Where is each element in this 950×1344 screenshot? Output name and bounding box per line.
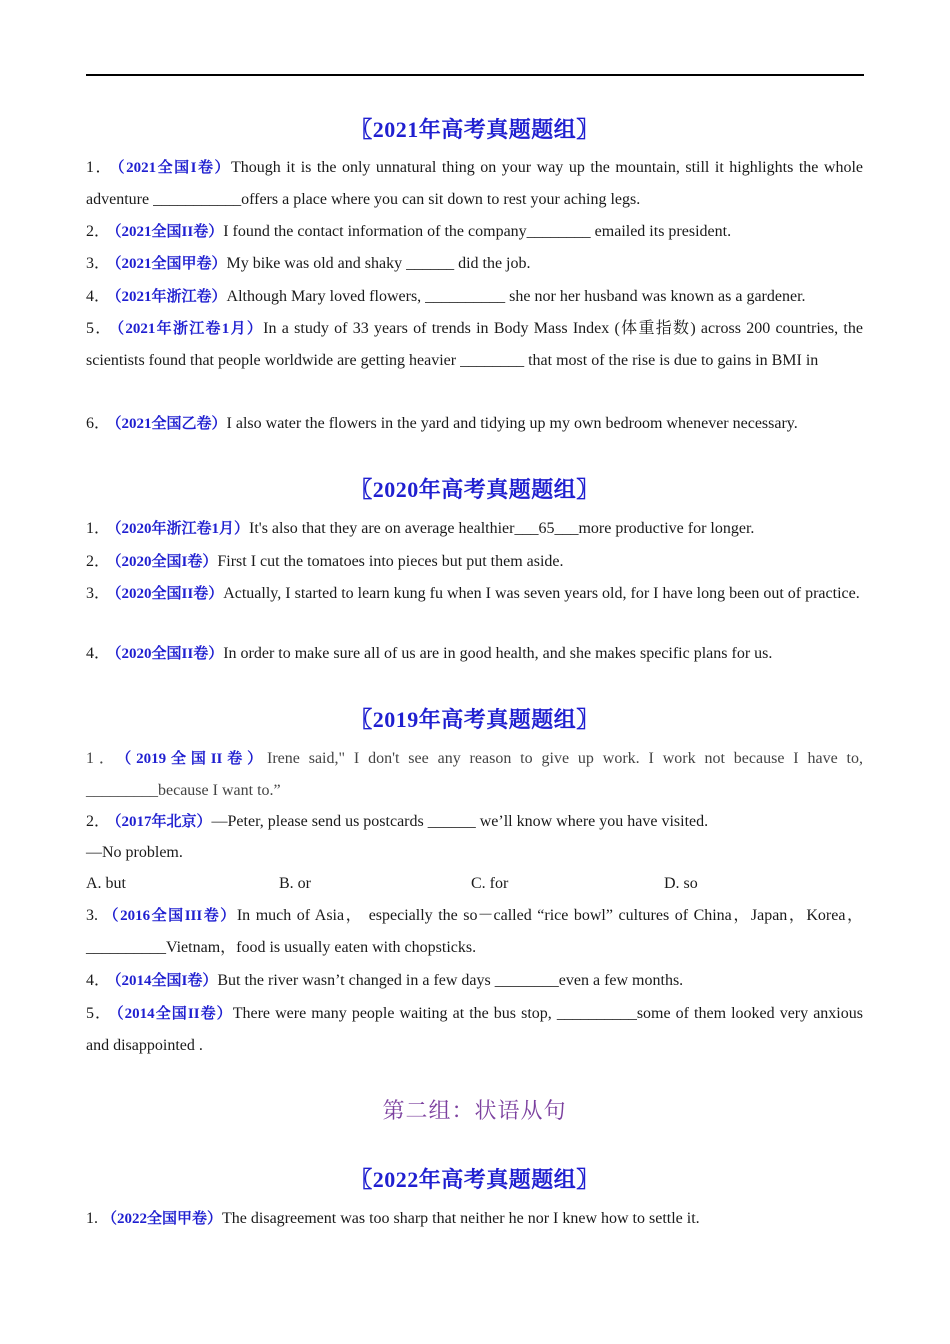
question-2016-3: 3. （2016全国III卷）In much of Asia， especially the so－called “rice bowl” cultures of China，Japan，Korea，__________Vietnam，food is usually eaten with chopsticks. (86, 907, 863, 956)
question-2021-4: 4． （2021年浙江卷）Although Mary loved flowers, __________ she nor her husband was known as a gardener. (86, 288, 806, 305)
question-2021-3: 3． （2021全国甲卷）My bike was old and shaky ______ did the job. (86, 255, 531, 272)
question-text: I found the contact information of the company________ emailed its president. (223, 223, 732, 240)
question-source: （2021全国乙卷） (114, 416, 227, 432)
question-text: In order to make sure all of us are in good health, and she makes specific plans for us. (223, 645, 773, 662)
question-source: （2017年北京） (114, 814, 212, 830)
option-d: D. so (664, 875, 698, 892)
question-text: There were many people waiting at the bus stop, __________some of them looked very anxious and disappointed . (86, 1005, 863, 1054)
question-source: （2014全国I卷） (114, 973, 218, 989)
question-source: （2020全国II卷） (114, 586, 224, 602)
question-2017-beijing: 2． （2017年北京）—Peter, please send us postcards ______ we’ll know where you have visited. (86, 813, 709, 830)
question-2020-4: 4． （2020全国II卷）In order to make sure all of us are in good health, and she makes specific plans for us. (86, 645, 773, 662)
section-title-2020: 〖2020年高考真题题组〗 (350, 477, 599, 502)
question-text: Actually, I started to learn kung fu when I was seven years old, for I have long been out of practice. (223, 585, 860, 602)
question-text: Although Mary loved flowers, __________ she nor her husband was known as a gardener. (226, 288, 806, 305)
question-text: My bike was old and shaky ______ did the job. (226, 255, 531, 272)
group-title: 第二组：状语从句 (382, 1098, 567, 1123)
question-text: In much of Asia， especially the so－called “rice bowl” cultures of China，Japan，Korea，__________Vietnam，food is usually eaten with chopsticks. (86, 907, 863, 956)
option-b: B. or (279, 875, 311, 892)
question-2020-3: 3． （2020全国II卷）Actually, I started to learn kung fu when I was seven years old, for I have long been out of practice. (86, 585, 860, 602)
option-a: A. but (86, 875, 126, 892)
question-source: （2022全国甲卷） (102, 1211, 223, 1227)
question-source: （2020年浙江卷1月） (114, 521, 250, 537)
question-2021-2: 2． （2021全国II卷）I found the contact information of the company________ emailed its president. (86, 223, 732, 240)
section-title-2019: 〖2019年高考真题题组〗 (350, 707, 599, 732)
question-source: （2021年浙江卷1月） (116, 321, 264, 337)
question-2020-1: 1． （2020年浙江卷1月）It's also that they are on average healthier___65___more productive for longer. (86, 520, 755, 537)
question-2014-5: 5． （2014全国II卷）There were many people waiting at the bus stop, __________some of them looked very anxious and disappointed . (86, 1005, 863, 1054)
question-text: It's also that they are on average healthier___65___more productive for longer. (249, 520, 755, 537)
question-2021-5: 5． （2021年浙江卷1月）In a study of 33 years of trends in Body Mass Index (体重指数) across 200 countries, the scientists found that people worldwide are getting heavier ________ that most of the rise is due to gains in BMI in (86, 320, 863, 369)
question-text: In a study of 33 years of trends in Body Mass Index (体重指数) across 200 countries, the scientists found that people worldwide are getting heavier ________ that most of the rise is due to gains in BMI in (86, 320, 863, 369)
dialogue-reply (86, 837, 863, 868)
question-text: I also water the flowers in the yard and tidying up my own bedroom whenever necessary. (226, 415, 798, 432)
question-source: （2020全国I卷） (114, 554, 218, 570)
question-text: The disagreement was too sharp that neither he nor I knew how to settle it. (222, 1210, 700, 1227)
question-source: （2020全国II卷） (114, 646, 224, 662)
question-source: （2016全国III卷） (102, 908, 237, 924)
question-source: （2019全国II卷） (123, 751, 267, 767)
question-text: —Peter, please send us postcards ______ we’ll know where you have visited. (211, 813, 709, 830)
question-source: （2021全国II卷） (114, 224, 224, 240)
question-source: （2014全国II卷） (116, 1006, 233, 1022)
question-2020-2: 2． （2020全国I卷）First I cut the tomatoes into pieces but put them aside. (86, 553, 564, 570)
question-2021-6: 6． （2021全国乙卷）I also water the flowers in the yard and tidying up my own bedroom whenever necessary. (86, 415, 798, 432)
question-2019-1: 1． （2019全国II卷）Irene said," I don't see any reason to give up work. I work not because I have to, _________because I want to.” (86, 750, 863, 799)
question-text: —No problem. (86, 844, 183, 861)
question-text: Irene said," I don't see any reason to give up work. I work not because I have to, _________because I want to.” (86, 750, 863, 799)
option-c: C. for (471, 875, 509, 892)
question-source: （2021年浙江卷） (114, 289, 227, 305)
question-2014-4: 4． （2014全国I卷）But the river wasn’t changed in a few days ________even a few months. (86, 972, 684, 989)
question-2021-1: 1． （2021全国I卷）Though it is the only unnatural thing on your way up the mountain, still it highlights the whole adventure ___________offers a place where you can sit down to rest your aching legs. (86, 159, 863, 208)
header-rule (86, 74, 864, 76)
question-2022-1: 1. （2022全国甲卷）The disagreement was too sharp that neither he nor I knew how to settle it. (86, 1210, 700, 1227)
question-source: （2021全国I卷） (117, 160, 232, 176)
section-title-2021: 〖2021年高考真题题组〗 (350, 117, 599, 142)
question-text: But the river wasn’t changed in a few days ________even a few months. (217, 972, 684, 989)
answer-options (86, 868, 863, 899)
question-text: First I cut the tomatoes into pieces but put them aside. (217, 553, 564, 570)
section-title-2022: 〖2022年高考真题题组〗 (350, 1167, 599, 1192)
question-text: Though it is the only unnatural thing on your way up the mountain, still it highlights the whole adventure ___________offers a place where you can sit down to rest your aching legs. (86, 159, 863, 208)
question-source: （2021全国甲卷） (114, 256, 227, 272)
